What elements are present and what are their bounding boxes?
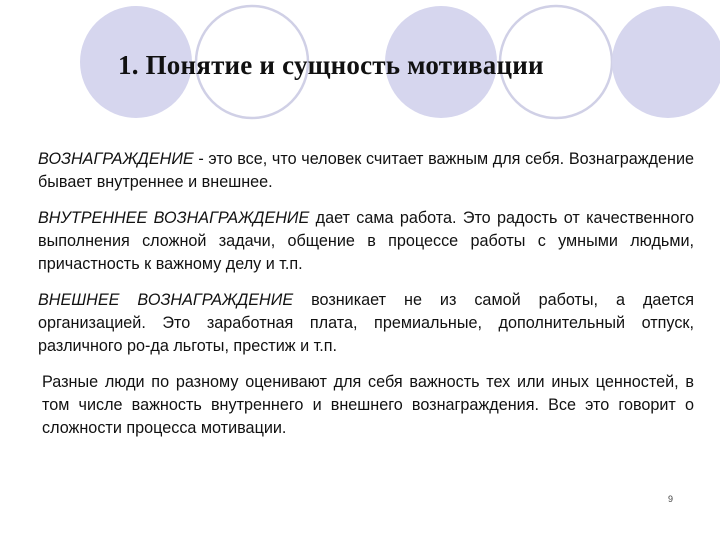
- term-reward: ВОЗНАГРАЖДЕНИЕ: [38, 150, 194, 168]
- paragraph-internal-reward: [26, 207, 694, 276]
- paragraph-text: дает сама работа. Это радость от качественного выполнения сложной задачи, общение в процессе работы с умными людьми, причастность к важному делу и т.п.: [38, 209, 694, 273]
- paragraph-text: возникает не из самой работы, а дается организацией. Это заработная плата, премиальные, дополнительный отпуск, различного ро-да льготы, престиж и т.п.: [38, 291, 694, 355]
- page-number: 9: [668, 494, 674, 504]
- term-internal-reward: ВНУТРЕННЕЕ ВОЗНАГРАЖДЕНИЕ: [38, 209, 310, 227]
- slide-body: [26, 148, 694, 453]
- paragraph-external-reward: [26, 289, 694, 358]
- paragraph-text: Разные люди по разному оценивают для себя важность тех или иных ценностей, в том числе важность внутреннего и внешнего вознаграждения. Все это говорит о сложности процесса мотивации.: [42, 373, 694, 437]
- paragraph-reward: [26, 148, 694, 194]
- paragraph-summary: [26, 371, 694, 440]
- term-external-reward: ВНЕШНЕЕ ВОЗНАГРАЖДЕНИЕ: [38, 291, 294, 309]
- slide-title: 1. Понятие и сущность мотивации: [118, 50, 544, 80]
- paragraph-text: - это все, что человек считает важным для себя. Вознаграждение бывает внутреннее и внешнее.: [38, 150, 694, 191]
